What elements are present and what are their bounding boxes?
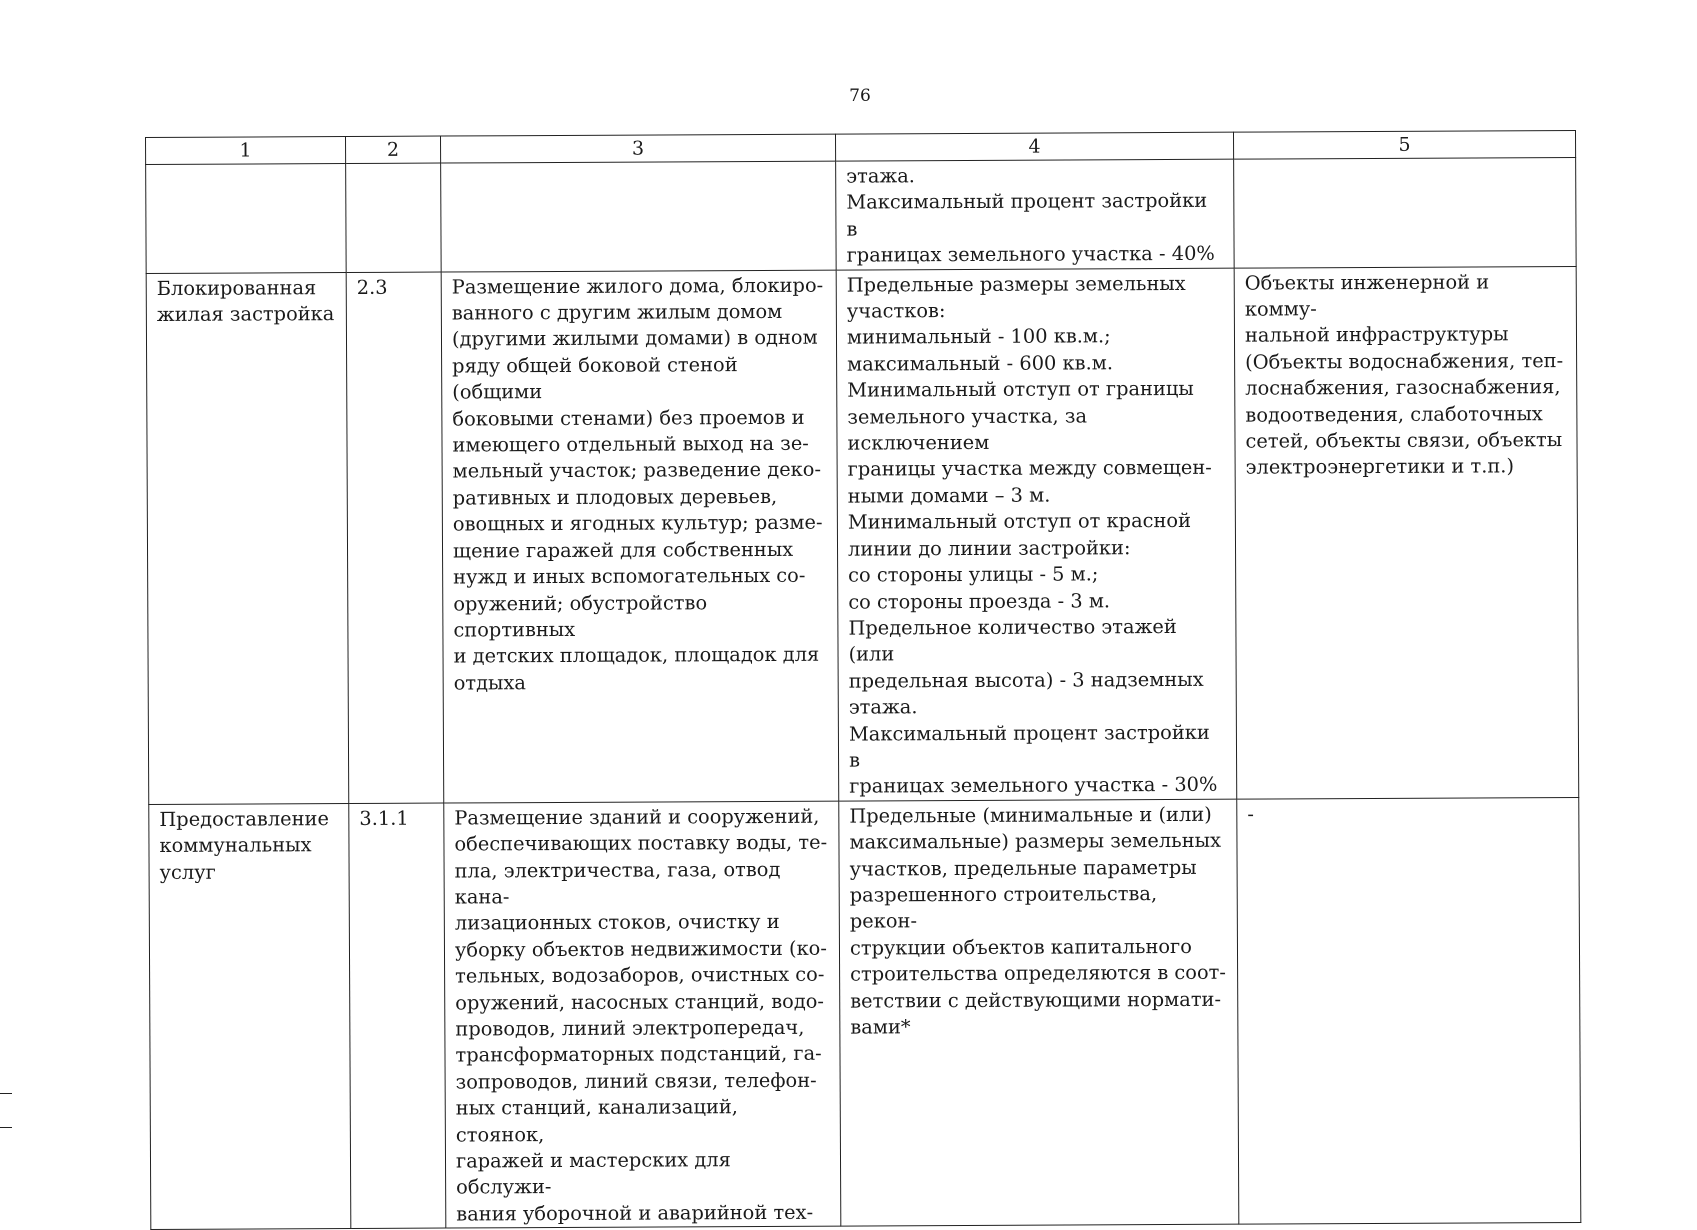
use-description-cell: Размещение жилого дома, блокиро- ванного с другим жилым домом (другими жилыми домами) в одном ряду общей боковой стеной (общими боковыми стенами) без проемов и имеющего отдельный выход на зе- мельный участок; разведение деко- ративных и плодовых деревьев, овощных и ягодных культур; разме- щение гаражей для собственных нужд и иных вспомогательных со- оружений; обустройство спортивных и детских площадок, площадок для отдыха [441,270,839,803]
column-header-4: 4 [835,132,1233,161]
binding-edge-mark [0,1127,12,1128]
objects-cell: - [1237,797,1581,1224]
table-row [146,158,1577,274]
table-row [146,266,1579,804]
parameters-cell: Предельные размеры земельных участков: минимальный - 100 кв.м.; максимальный - 600 кв.м. Минимальный отступ от границы земельного участка, за исключением границы участка между совмещен- ными домами – 3 м. Минимальный отступ от красной линии до линии застройки: со стороны улицы - 5 м.; со стороны проезда - 3 м. Предельное количество этажей (или предельная высота) - 3 надземных этажа. Максимальный процент застройки в границах земельного участка - 30% [836,268,1237,801]
use-name-cell: Предоставление коммунальных услуг [149,803,351,1229]
use-name-cell: Блокированная жилая застройка [146,272,349,804]
parameters-cell: Предельные (минимальные и (или) максимальные) размеры земельных участков, предельные параметры разрешенного строительства, рекон- струкции объектов капитального строительства определяются в соот- ветствии с действующими нормати- вами* [839,799,1239,1226]
land-use-table [145,130,1581,1230]
use-code-cell: 3.1.1 [349,803,446,1229]
use-name-cell [146,164,347,274]
use-description-cell [441,161,837,272]
use-code-cell: 2.3 [346,272,444,804]
objects-cell [1234,158,1577,268]
column-header-5: 5 [1233,131,1575,160]
use-description-cell: Размещение зданий и сооружений, обеспечивающих поставку воды, те- пла, электричества, газа, отвод кана- лизационных стоков, очистку и уборку объектов недвижимости (ко- тельных, водозаборов, очистных со- оружений, насосных станций, водо- проводов, линий электропередач, трансформаторных подстанций, га- зопроводов, линий связи, телефон- ных станций, канализаций, стоянок, гаражей и мастерских для обслужи- вания уборочной и аварийной тех- [444,801,841,1228]
page-number: 76 [849,86,871,106]
column-header-1: 1 [146,137,346,165]
binding-edge-mark [0,1093,12,1094]
column-header-2: 2 [346,136,441,163]
objects-cell: Объекты инженерной и комму- нальной инфраструктуры (Объекты водоснабжения, теп- лоснабжения, газоснабжения, водоотведения, слаботочных сетей, объекты связи, объекты электроэнергетики и т.п.) [1234,266,1579,799]
use-code-cell [346,163,442,272]
table-row [149,797,1581,1229]
parameters-cell: этажа. Максимальный процент застройки в границах земельного участка - 40% [836,159,1235,270]
column-header-3: 3 [440,134,835,163]
